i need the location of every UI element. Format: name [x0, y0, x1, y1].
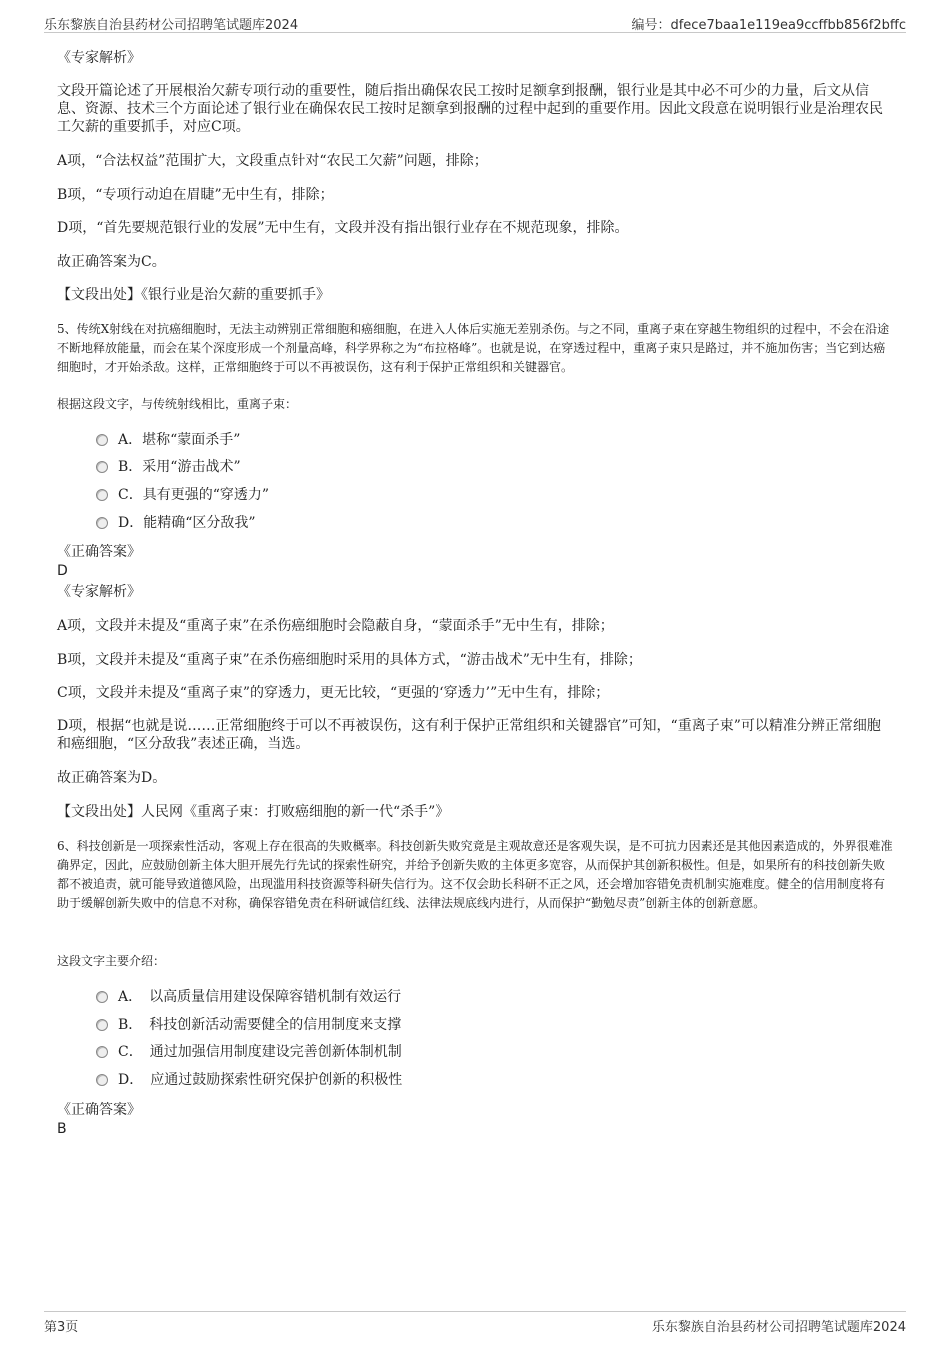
- q5-option-b-analysis: B项，文段并未提及“重离子束”在杀伤癌细胞时采用的具体方式，“游击战术”无中生有，排除；: [57, 652, 642, 668]
- radio-icon[interactable]: [96, 1019, 108, 1031]
- q4-analysis-label: 《专家解析》: [57, 50, 141, 66]
- q5-option-a-analysis: A项，文段并未提及“重离子束”在杀伤癌细胞时会隐蔽自身，“蒙面杀手”无中生有，排除；: [57, 618, 614, 634]
- q5-question: 根据这段文字，与传统射线相比，重离子束：: [57, 397, 298, 411]
- q6-option-d-label: D． 应通过鼓励探索性研究保护创新的积极性: [118, 1072, 403, 1088]
- radio-icon[interactable]: [96, 434, 108, 446]
- q6-question: 这段文字主要介绍：: [57, 954, 166, 968]
- q5-option-c[interactable]: [96, 486, 269, 504]
- q6-option-a-label: A． 以高质量信用建设保障容错机制有效运行: [118, 989, 402, 1005]
- q5-option-b[interactable]: [96, 458, 241, 476]
- radio-icon[interactable]: [96, 489, 108, 501]
- footer-page-number: 第3页: [44, 1320, 79, 1335]
- radio-icon[interactable]: [96, 517, 108, 529]
- q5-conclusion: 故正确答案为D。: [57, 770, 167, 786]
- q5-option-a-label: A．堪称“蒙面杀手”: [118, 432, 241, 448]
- radio-icon[interactable]: [96, 991, 108, 1003]
- q6-stem: 6、科技创新是一项探索性活动，客观上存在很高的失败概率。科技创新失败究竟是主观故意还是客观失误，是不可抗力因素还是其他因素造成的，外界很难准确界定，因此，应鼓励创新主体大胆开展先行先试的探索性研究，并给予创新失败的主体更多宽容，从而保护其创新积极性。但是，如果所有的科技创新失败都不被追责，就可能导致道德风险，出现滥用科技资源等科研失信行为。这不仅会助长科研不正之风，还会增加容错免责机制实施难度。健全的信用制度将有助于缓解创新失败中的信息不对称，确保容错免责在科研诚信红线、法律法规底线内进行，从而保护“勤勉尽责”创新主体的创新意愿。: [57, 839, 893, 910]
- q6-option-b[interactable]: [96, 1016, 401, 1034]
- q6-option-c-label: C． 通过加强信用制度建设完善创新体制机制: [118, 1044, 402, 1060]
- q5-option-c-analysis: C项，文段并未提及“重离子束”的穿透力，更无比较，“更强的‘穿透力’”无中生有，排除；: [57, 685, 610, 701]
- q6-option-c[interactable]: [96, 1043, 402, 1061]
- q6-option-b-label: B． 科技创新活动需要健全的信用制度来支撑: [118, 1017, 402, 1033]
- q5-source: 【文段出处】人民网《重离子束：打败癌细胞的新一代“杀手”》: [57, 804, 450, 820]
- q4-option-d-analysis: D项，“首先要规范银行业的发展”无中生有，文段并没有指出银行业存在不规范现象，排除。: [57, 220, 629, 236]
- q6-answer: B: [57, 1121, 67, 1137]
- q5-option-b-label: B．采用“游击战术”: [118, 459, 241, 475]
- q6-option-a[interactable]: [96, 988, 401, 1006]
- q4-option-b-analysis: B项，“专项行动迫在眉睫”无中生有，排除；: [57, 187, 334, 203]
- header-code: 编号：dfece7baa1e119ea9ccffbb856f2bffc: [631, 18, 906, 33]
- q4-conclusion: 故正确答案为C。: [57, 254, 166, 270]
- q5-option-d-label: D．能精确“区分敌我”: [118, 515, 256, 531]
- q4-option-a-analysis: A项，“合法权益”范围扩大，文段重点针对“农民工欠薪”问题，排除；: [57, 153, 488, 169]
- q5-option-c-label: C．具有更强的“穿透力”: [118, 487, 270, 503]
- q6-answer-label: 《正确答案》: [57, 1102, 141, 1118]
- radio-icon[interactable]: [96, 1046, 108, 1058]
- radio-icon[interactable]: [96, 461, 108, 473]
- q4-analysis-text: 文段开篇论述了开展根治欠薪专项行动的重要性，随后指出确保农民工按时足额拿到报酬，银行业是其中必不可少的力量，后文从信息、资源、技术三个方面论述了银行业在确保农民工按时足额拿到报酬的过程中起到的重要作用。因此文段意在说明银行业是治理农民工欠薪的重要抓手，对应C项。: [57, 83, 883, 135]
- q5-analysis-label: 《专家解析》: [57, 584, 141, 600]
- q6-option-d[interactable]: [96, 1071, 402, 1089]
- footer-title: 乐东黎族自治县药材公司招聘笔试题库2024: [651, 1320, 906, 1335]
- q5-answer-label: 《正确答案》: [57, 544, 141, 560]
- page-footer: [44, 1311, 906, 1334]
- header-title: 乐东黎族自治县药材公司招聘笔试题库2024: [44, 18, 299, 33]
- q5-option-a[interactable]: [96, 431, 240, 449]
- q5-option-d-analysis: D项，根据“也就是说……正常细胞终于可以不再被误伤，这有利于保护正常组织和关键器官”可知，“重离子束”可以精准分辨正常细胞和癌细胞，“区分敌我”表述正确，当选。: [57, 718, 881, 752]
- q4-source: 【文段出处】《银行业是治欠薪的重要抓手》: [57, 287, 330, 303]
- page-header: [44, 14, 906, 33]
- q5-option-d[interactable]: [96, 514, 256, 532]
- q5-stem: 5、传统X射线在对抗癌细胞时，无法主动辨别正常细胞和癌细胞，在进入人体后实施无差别杀伤。与之不同，重离子束在穿越生物组织的过程中，不会在沿途不断地释放能量，而会在某个深度形成一个剂量高峰，科学界称之为“布拉格峰”。也就是说，在穿透过程中，重离子束只是路过，并不施加伤害；当它到达癌细胞时，才开始杀敌。这样，正常细胞终于可以不再被误伤，这有利于保护正常组织和关键器官。: [57, 322, 890, 374]
- radio-icon[interactable]: [96, 1074, 108, 1086]
- q5-answer: D: [57, 563, 68, 579]
